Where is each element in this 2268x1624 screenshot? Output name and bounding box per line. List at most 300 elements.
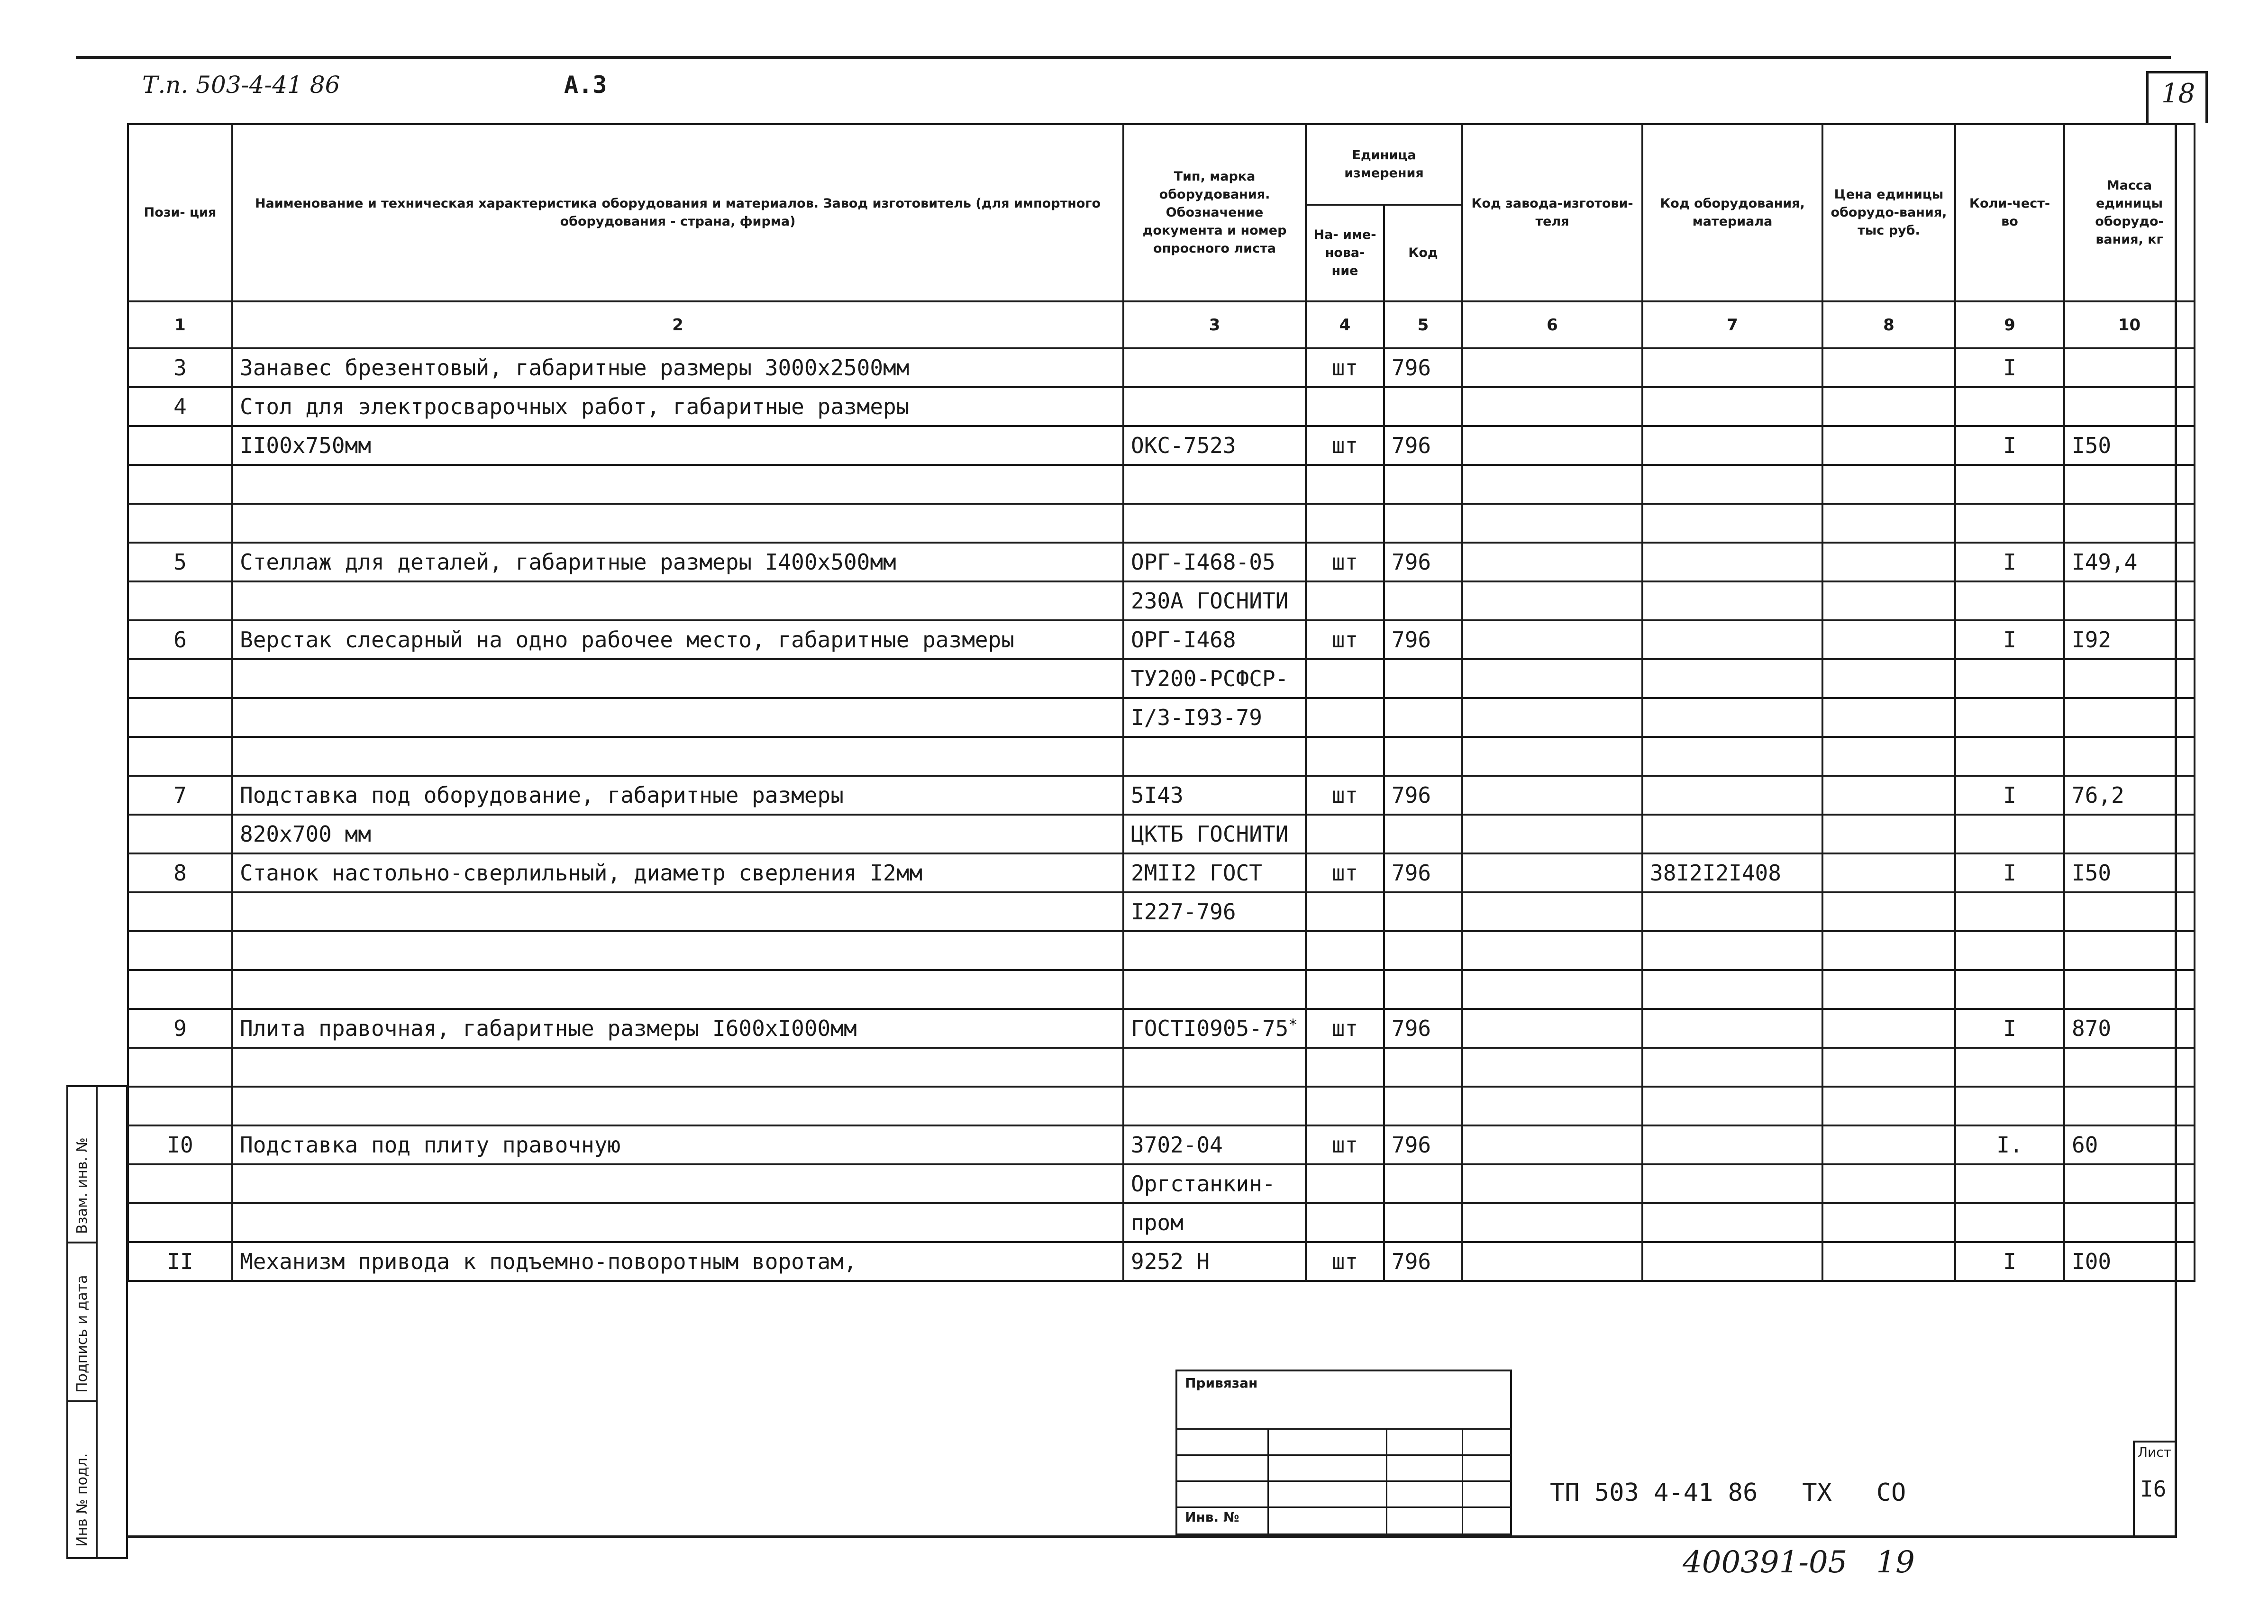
cell-price xyxy=(1822,620,1955,659)
cell-unit-code xyxy=(1384,1048,1462,1087)
sheet-number: I6 xyxy=(2140,1476,2167,1502)
cell-unit-text: шт xyxy=(1331,1132,1358,1158)
cell-position xyxy=(128,465,232,504)
table-row xyxy=(128,698,2195,737)
cell-unit xyxy=(1306,620,1384,659)
cell-type xyxy=(1123,1125,1306,1164)
cell-price xyxy=(1822,1009,1955,1048)
cell-maker-code xyxy=(1462,543,1642,581)
cell-type-text: 3702-04 xyxy=(1131,1132,1223,1158)
cell-unit xyxy=(1306,931,1384,970)
cell-position xyxy=(128,1087,232,1125)
cell-mass-text: 60 xyxy=(2072,1132,2098,1158)
cell-item-code xyxy=(1642,543,1822,581)
stamp-cell-orig xyxy=(68,1402,98,1557)
cell-qty xyxy=(1955,465,2064,504)
bound-label: Привязан xyxy=(1185,1375,1258,1391)
cell-price xyxy=(1822,1203,1955,1242)
cell-price xyxy=(1822,1087,1955,1125)
table-row xyxy=(128,1242,2195,1281)
cell-maker-code xyxy=(1462,1164,1642,1203)
cell-name xyxy=(232,737,1123,776)
cell-type xyxy=(1123,1087,1306,1125)
table-row xyxy=(128,620,2195,659)
stamp-inv-replaced: Взам. инв. № xyxy=(74,1137,91,1234)
cell-maker-code xyxy=(1462,659,1642,698)
table-row xyxy=(128,543,2195,581)
cell-type-text: ОКС-7523 xyxy=(1131,433,1236,458)
table-row xyxy=(128,387,2195,426)
cell-name xyxy=(232,465,1123,504)
cell-price xyxy=(1822,348,1955,387)
cell-qty xyxy=(1955,1087,2064,1125)
cell-type xyxy=(1123,465,1306,504)
cell-qty-text: I xyxy=(2003,1249,2016,1274)
cell-type-text: I/3-I93-79 xyxy=(1131,705,1262,730)
cell-price xyxy=(1822,853,1955,892)
cell-name-text: Верстак слесарный на одно рабочее место, габаритные размеры xyxy=(240,627,1014,653)
cell-unit-code xyxy=(1384,504,1462,543)
cell-position xyxy=(128,1048,232,1087)
cell-item-code xyxy=(1642,659,1822,698)
cell-name-text: II00х750мм xyxy=(240,433,371,458)
cell-position xyxy=(128,543,232,581)
cell-type xyxy=(1123,815,1306,853)
cell-position-text: 3 xyxy=(173,355,187,381)
cell-qty xyxy=(1955,815,2064,853)
col-header-unit-group: Единица измерения xyxy=(1306,124,1462,205)
cell-qty xyxy=(1955,581,2064,620)
cell-unit xyxy=(1306,698,1384,737)
cell-price xyxy=(1822,465,1955,504)
cell-unit-code xyxy=(1384,659,1462,698)
cell-name xyxy=(232,853,1123,892)
cell-item-code xyxy=(1642,1087,1822,1125)
col-header-price: Цена единицы оборудо-вания, тыс руб. xyxy=(1822,124,1955,301)
cell-unit-code xyxy=(1384,1009,1462,1048)
cell-mass-text: I50 xyxy=(2072,433,2112,458)
cell-price xyxy=(1822,504,1955,543)
col-header-item-code: Код оборудования, материала xyxy=(1642,124,1822,301)
cell-unit xyxy=(1306,348,1384,387)
cell-unit-code xyxy=(1384,815,1462,853)
cell-type xyxy=(1123,931,1306,970)
cell-unit-code-text: 796 xyxy=(1392,1016,1431,1041)
cell-name-text: 820х700 мм xyxy=(240,821,371,847)
cell-maker-code xyxy=(1462,504,1642,543)
cell-maker-code xyxy=(1462,931,1642,970)
cell-qty-text: I xyxy=(2003,549,2016,575)
col-header-unit-code: Код xyxy=(1384,205,1462,301)
cell-type xyxy=(1123,659,1306,698)
col-number: 4 xyxy=(1306,301,1384,348)
stamp-sign-date: Подпись и дата xyxy=(74,1275,91,1393)
cell-unit xyxy=(1306,659,1384,698)
cell-maker-code xyxy=(1462,620,1642,659)
cell-name xyxy=(232,1125,1123,1164)
cell-item-code xyxy=(1642,504,1822,543)
cell-position xyxy=(128,698,232,737)
cell-type xyxy=(1123,504,1306,543)
cell-unit-code xyxy=(1384,426,1462,465)
cell-price xyxy=(1822,1048,1955,1087)
cell-type xyxy=(1123,1164,1306,1203)
cell-unit-code xyxy=(1384,348,1462,387)
col-header-maker-code: Код завода-изготови-теля xyxy=(1462,124,1642,301)
col-number: 1 xyxy=(128,301,232,348)
cell-item-code xyxy=(1642,581,1822,620)
cell-type-text: Оргстанкин- xyxy=(1131,1171,1275,1197)
cell-name xyxy=(232,387,1123,426)
cell-item-code-text: 38I2I2I408 xyxy=(1650,860,1781,886)
table-row xyxy=(128,815,2195,853)
cell-mass-text: I92 xyxy=(2072,627,2112,653)
cell-item-code xyxy=(1642,1048,1822,1087)
cell-name-text: Стол для электросварочных работ, габаритные размеры xyxy=(240,394,910,419)
cell-name xyxy=(232,698,1123,737)
cell-item-code xyxy=(1642,698,1822,737)
cell-unit xyxy=(1306,970,1384,1009)
cell-unit-text: шт xyxy=(1331,1016,1358,1041)
cell-position xyxy=(128,1009,232,1048)
cell-position-text: 8 xyxy=(173,860,187,886)
cell-unit-code-text: 796 xyxy=(1392,627,1431,653)
cell-item-code xyxy=(1642,776,1822,815)
cell-unit xyxy=(1306,1087,1384,1125)
cell-unit-code xyxy=(1384,853,1462,892)
table-row xyxy=(128,892,2195,931)
col-number: 10 xyxy=(2064,301,2195,348)
cell-position xyxy=(128,620,232,659)
cell-qty xyxy=(1955,543,2064,581)
title-doc-code: ТП 503 4-41 86 ТХ СО xyxy=(1550,1479,1906,1507)
cell-type-text: ОРГ-I468 xyxy=(1131,627,1236,653)
table-row xyxy=(128,776,2195,815)
stamp-cell-sign xyxy=(68,1243,98,1402)
cell-type xyxy=(1123,543,1306,581)
cell-unit-text: шт xyxy=(1331,627,1358,653)
left-margin-stamp xyxy=(66,1085,128,1559)
table-row xyxy=(128,465,2195,504)
col-number: 2 xyxy=(232,301,1123,348)
cell-item-code xyxy=(1642,1164,1822,1203)
cell-unit-code xyxy=(1384,581,1462,620)
cell-type xyxy=(1123,970,1306,1009)
cell-position-text: I0 xyxy=(167,1132,193,1158)
cell-position xyxy=(128,1164,232,1203)
cell-qty-text: I xyxy=(2003,355,2016,381)
cell-qty xyxy=(1955,348,2064,387)
cell-price xyxy=(1822,698,1955,737)
table-row xyxy=(128,853,2195,892)
cell-qty xyxy=(1955,931,2064,970)
cell-type-text: 9252 Н xyxy=(1131,1249,1210,1274)
cell-name-text: Подставка под оборудование, габаритные размеры xyxy=(240,782,844,808)
cell-unit-code-text: 796 xyxy=(1392,549,1431,575)
cell-unit-text: шт xyxy=(1331,860,1358,886)
cell-unit xyxy=(1306,426,1384,465)
cell-position xyxy=(128,387,232,426)
cell-name xyxy=(232,620,1123,659)
cell-unit xyxy=(1306,581,1384,620)
cell-item-code xyxy=(1642,815,1822,853)
cell-name xyxy=(232,776,1123,815)
cell-unit-text: шт xyxy=(1331,549,1358,575)
cell-price xyxy=(1822,1125,1955,1164)
cell-maker-code xyxy=(1462,581,1642,620)
cell-maker-code xyxy=(1462,776,1642,815)
cell-position xyxy=(128,659,232,698)
cell-maker-code xyxy=(1462,698,1642,737)
cell-item-code xyxy=(1642,387,1822,426)
cell-qty xyxy=(1955,659,2064,698)
cell-position xyxy=(128,776,232,815)
cell-price xyxy=(1822,776,1955,815)
cell-name xyxy=(232,348,1123,387)
cell-price xyxy=(1822,931,1955,970)
cell-maker-code xyxy=(1462,970,1642,1009)
cell-name xyxy=(232,426,1123,465)
cell-mass-text: 870 xyxy=(2072,1016,2112,1041)
bottom-border-line xyxy=(127,1535,2175,1538)
cell-qty-text: I xyxy=(2003,782,2016,808)
cell-qty xyxy=(1955,1164,2064,1203)
cell-unit-code-text: 796 xyxy=(1392,433,1431,458)
cell-qty-text: I. xyxy=(1996,1132,2023,1158)
cell-name xyxy=(232,931,1123,970)
cell-name xyxy=(232,1048,1123,1087)
cell-unit-text: шт xyxy=(1331,1249,1358,1274)
cell-qty xyxy=(1955,387,2064,426)
cell-position xyxy=(128,426,232,465)
cell-maker-code xyxy=(1462,737,1642,776)
cell-type-text: ГОСТI0905-75 xyxy=(1131,1016,1289,1041)
cell-position xyxy=(128,581,232,620)
cell-type-text: ЦКТБ ГОСНИТИ xyxy=(1131,821,1289,847)
cell-item-code xyxy=(1642,1009,1822,1048)
cell-mass-text: I49,4 xyxy=(2072,549,2138,575)
cell-unit-code-text: 796 xyxy=(1392,1132,1431,1158)
cell-qty xyxy=(1955,1203,2064,1242)
cell-position xyxy=(128,348,232,387)
cell-unit-code-text: 796 xyxy=(1392,1249,1431,1274)
cell-name xyxy=(232,581,1123,620)
cell-unit xyxy=(1306,1048,1384,1087)
cell-name xyxy=(232,543,1123,581)
cell-maker-code xyxy=(1462,853,1642,892)
cell-type-text: I227-796 xyxy=(1131,899,1236,925)
cell-unit xyxy=(1306,892,1384,931)
cell-type-text: 5I43 xyxy=(1131,782,1184,808)
cell-name xyxy=(232,1164,1123,1203)
cell-maker-code xyxy=(1462,348,1642,387)
cell-qty xyxy=(1955,970,2064,1009)
cell-price xyxy=(1822,1164,1955,1203)
cell-price xyxy=(1822,737,1955,776)
cell-unit-text: шт xyxy=(1331,782,1358,808)
cell-type xyxy=(1123,348,1306,387)
cell-item-code xyxy=(1642,970,1822,1009)
cell-item-code xyxy=(1642,620,1822,659)
cell-maker-code xyxy=(1462,1009,1642,1048)
cell-qty xyxy=(1955,1009,2064,1048)
cell-name xyxy=(232,1242,1123,1281)
cell-unit-code xyxy=(1384,1203,1462,1242)
col-header-qty: Коли-чест-во xyxy=(1955,124,2064,301)
cell-qty xyxy=(1955,426,2064,465)
doc-code-header: Т.п. 503-4-41 86 xyxy=(142,71,340,99)
cell-maker-code xyxy=(1462,426,1642,465)
cell-unit-code xyxy=(1384,970,1462,1009)
cell-unit-code xyxy=(1384,737,1462,776)
cell-qty-text: I xyxy=(2003,627,2016,653)
cell-position-text: 9 xyxy=(173,1016,187,1041)
cell-maker-code xyxy=(1462,1242,1642,1281)
cell-name xyxy=(232,659,1123,698)
table-row xyxy=(128,931,2195,970)
cell-maker-code xyxy=(1462,892,1642,931)
table-row xyxy=(128,581,2195,620)
table-row xyxy=(128,737,2195,776)
cell-mass-text: 76,2 xyxy=(2072,782,2124,808)
cell-type xyxy=(1123,620,1306,659)
table-row xyxy=(128,970,2195,1009)
inventory-label: Инв. № xyxy=(1185,1509,1239,1525)
cell-price xyxy=(1822,426,1955,465)
cell-name-text: Станок настольно-сверлильный, диаметр сверления I2мм xyxy=(240,860,923,886)
col-number: 6 xyxy=(1462,301,1642,348)
cell-unit-code-text: 796 xyxy=(1392,860,1431,886)
page-number: 18 xyxy=(2161,78,2195,109)
cell-qty-text: I xyxy=(2003,1016,2016,1041)
cell-item-code xyxy=(1642,1203,1822,1242)
cell-item-code xyxy=(1642,853,1822,892)
table-row xyxy=(128,348,2195,387)
cell-price xyxy=(1822,815,1955,853)
cell-qty xyxy=(1955,853,2064,892)
col-number: 9 xyxy=(1955,301,2064,348)
cell-position xyxy=(128,1125,232,1164)
cell-unit xyxy=(1306,1164,1384,1203)
cell-unit-code xyxy=(1384,1125,1462,1164)
cell-position xyxy=(128,970,232,1009)
cell-maker-code xyxy=(1462,815,1642,853)
cell-position xyxy=(128,737,232,776)
cell-position xyxy=(128,853,232,892)
cell-name xyxy=(232,504,1123,543)
table-row xyxy=(128,504,2195,543)
col-header-unit-name: На- име- нова- ние xyxy=(1306,205,1384,301)
cell-item-code xyxy=(1642,348,1822,387)
cell-unit xyxy=(1306,1009,1384,1048)
cell-qty xyxy=(1955,504,2064,543)
cell-type-text: 230А ГОСНИТИ xyxy=(1131,588,1289,614)
cell-unit-code xyxy=(1384,1242,1462,1281)
cell-unit xyxy=(1306,1203,1384,1242)
cell-type xyxy=(1123,387,1306,426)
cell-type-text: ОРГ-I468-05 xyxy=(1131,549,1275,575)
cell-unit xyxy=(1306,815,1384,853)
cell-position xyxy=(128,1203,232,1242)
cell-unit-text: шт xyxy=(1331,433,1358,458)
cell-maker-code xyxy=(1462,1203,1642,1242)
table-row xyxy=(128,1125,2195,1164)
cell-unit-code xyxy=(1384,931,1462,970)
col-number: 3 xyxy=(1123,301,1306,348)
table-row xyxy=(128,1203,2195,1242)
cell-type xyxy=(1123,581,1306,620)
cell-unit-code xyxy=(1384,465,1462,504)
cell-name xyxy=(232,1087,1123,1125)
footnote-mark: * xyxy=(1288,1016,1298,1034)
cell-qty-text: I xyxy=(2003,860,2016,886)
cell-type xyxy=(1123,1242,1306,1281)
top-border-line xyxy=(76,56,2171,59)
cell-unit xyxy=(1306,543,1384,581)
cell-type xyxy=(1123,1048,1306,1087)
cell-mass-text: I00 xyxy=(2072,1249,2112,1274)
cell-price xyxy=(1822,543,1955,581)
cell-unit-text: шт xyxy=(1331,355,1358,381)
col-header-type: Тип, марка оборудования. Обозначение документа и номер опросного листа xyxy=(1123,124,1306,301)
cell-maker-code xyxy=(1462,1125,1642,1164)
specification-table xyxy=(127,123,2195,1282)
cell-name xyxy=(232,970,1123,1009)
cell-item-code xyxy=(1642,892,1822,931)
cell-maker-code xyxy=(1462,1087,1642,1125)
cell-qty-text: I xyxy=(2003,433,2016,458)
table-row xyxy=(128,659,2195,698)
cell-type xyxy=(1123,1203,1306,1242)
cell-item-code xyxy=(1642,737,1822,776)
cell-price xyxy=(1822,581,1955,620)
right-border-line xyxy=(2175,123,2177,1538)
cell-position xyxy=(128,815,232,853)
col-header-mass: Масса единицы оборудо-вания, кг xyxy=(2064,124,2195,301)
col-number: 5 xyxy=(1384,301,1462,348)
cell-item-code xyxy=(1642,1125,1822,1164)
cell-name-text: Плита правочная, габаритные размеры I600хI000мм xyxy=(240,1016,857,1041)
cell-price xyxy=(1822,970,1955,1009)
cell-qty xyxy=(1955,620,2064,659)
cell-item-code xyxy=(1642,426,1822,465)
cell-qty xyxy=(1955,1242,2064,1281)
cell-qty xyxy=(1955,1048,2064,1087)
cell-maker-code xyxy=(1462,465,1642,504)
cell-unit-code xyxy=(1384,892,1462,931)
cell-price xyxy=(1822,659,1955,698)
cell-item-code xyxy=(1642,1242,1822,1281)
cell-qty xyxy=(1955,776,2064,815)
cell-unit-code xyxy=(1384,1164,1462,1203)
table-row xyxy=(128,1087,2195,1125)
cell-name xyxy=(232,1009,1123,1048)
cell-name-text: Механизм привода к подъемно-поворотным воротам, xyxy=(240,1249,857,1274)
cell-qty xyxy=(1955,698,2064,737)
cell-unit xyxy=(1306,504,1384,543)
cell-type-text: 2МII2 ГОСТ xyxy=(1131,860,1262,886)
cell-item-code xyxy=(1642,465,1822,504)
cell-unit xyxy=(1306,1242,1384,1281)
cell-unit-code xyxy=(1384,776,1462,815)
cell-unit-code xyxy=(1384,543,1462,581)
cell-unit-code xyxy=(1384,620,1462,659)
stamp-inv-original: Инв № подл. xyxy=(74,1453,91,1547)
cell-name xyxy=(232,892,1123,931)
cell-position xyxy=(128,892,232,931)
cell-qty xyxy=(1955,1125,2064,1164)
col-header-position: Пози- ция xyxy=(128,124,232,301)
